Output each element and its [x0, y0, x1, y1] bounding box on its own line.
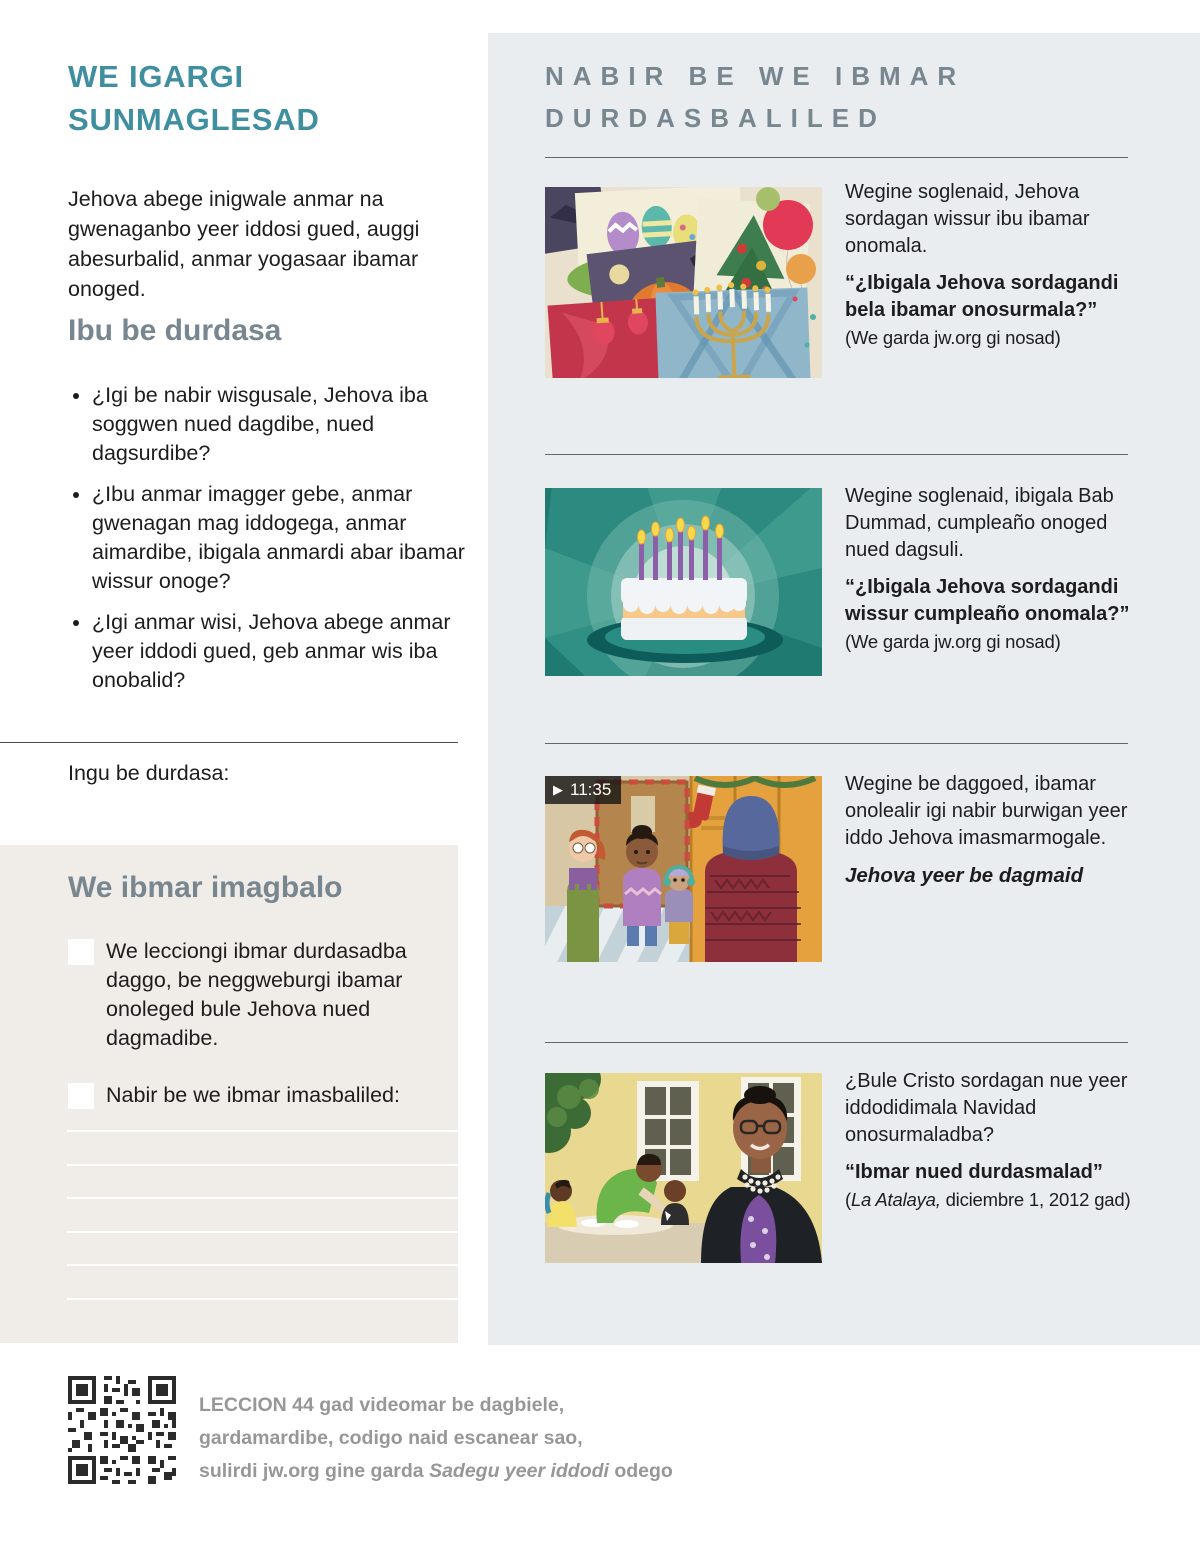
qr-code	[68, 1376, 176, 1484]
quote: “¿Ibigala Jehova sordagandi bela ibamar onosurmala?”	[845, 272, 1119, 321]
intro-paragraph: Jehova abege inigwale anmar na gwenaganbo yeer iddosi gued, auggi abesurbalid, anmar yogasaar ibamar onoged.	[68, 186, 420, 301]
video-thumbnail[interactable]	[545, 776, 822, 962]
write-in-area	[67, 1130, 458, 1331]
write-line[interactable]	[67, 1197, 458, 1199]
review-box-heading: We ibmar imagbalo	[68, 871, 343, 904]
media-row-text	[845, 483, 1133, 655]
row-divider	[545, 743, 1128, 744]
media-row-text	[845, 1068, 1133, 1213]
footer-line: LECCION 44 gad videomar be dagbiele,	[199, 1394, 565, 1416]
video-title: Jehova yeer be dagmaid	[845, 864, 1084, 887]
ingu-label: Ingu be durdasa:	[68, 761, 230, 785]
write-line[interactable]	[67, 1130, 458, 1132]
caption: ¿Bule Cristo sordagan nue yeer iddodidimala Navidad onosurmaladba?	[845, 1070, 1128, 1146]
write-line[interactable]	[67, 1264, 458, 1266]
write-line[interactable]	[67, 1164, 458, 1166]
source-suffix: diciembre 1, 2012 gad)	[940, 1189, 1131, 1210]
write-line[interactable]	[67, 1231, 458, 1233]
media-row-text	[845, 179, 1133, 351]
footer-publication: Sadegu yeer iddodi	[429, 1460, 609, 1482]
source	[845, 1187, 1133, 1213]
caption: Wegine soglenaid, Jehova sordagan wissur ibu ibamar onomala.	[845, 181, 1090, 257]
footer-note	[199, 1389, 759, 1488]
holiday-cards-image	[545, 187, 822, 378]
video-duration-badge	[545, 776, 621, 804]
quote: “¿Ibigala Jehova sordagandi wissur cumpleaño onomala?”	[845, 576, 1130, 625]
question-item: • ¿Ibu anmar imagger gebe, anmar gwenagan mag iddogega, anmar aimardibe, ibigala anmardi abar ibamar wissur onoge?	[92, 480, 494, 596]
review-box	[0, 845, 458, 1343]
question-list	[68, 381, 494, 707]
section-divider	[0, 742, 458, 743]
footer-line: gardamardibe, codigo naid escanear sao,	[199, 1427, 583, 1449]
source: (We garda jw.org gi nosad)	[845, 327, 1061, 348]
play-icon: ▶	[553, 782, 563, 797]
source: (We garda jw.org gi nosad)	[845, 631, 1061, 652]
checklist-item	[68, 1081, 438, 1110]
write-line[interactable]	[67, 1298, 458, 1300]
questions-heading: Ibu be durdasa	[68, 314, 282, 347]
checklist-item	[68, 937, 438, 1053]
page-title: WE IGARGI SUNMAGLESAD	[68, 59, 320, 137]
quote: “Ibmar nued durdasmalad”	[845, 1161, 1103, 1183]
birthday-cake-image	[545, 488, 822, 676]
source-prefix: (	[845, 1189, 851, 1210]
caption: Wegine be daggoed, ibamar onolealir igi nabir burwigan yeer iddo Jehova imasmarmogale.	[845, 773, 1128, 849]
source-publication: La Atalaya,	[850, 1189, 941, 1210]
row-divider	[545, 157, 1128, 158]
checklist-item-text: Nabir be we ibmar imasbaliled:	[106, 1083, 400, 1107]
family-photo-image	[545, 1073, 822, 1263]
media-row-text	[845, 771, 1133, 888]
row-divider	[545, 454, 1128, 455]
checklist-item-text: We lecciongi ibmar durdasadba daggo, be neggweburgi ibamar onoleged bule Jehova nued dagmadibe.	[106, 939, 407, 1050]
video-duration: 11:35	[570, 780, 612, 799]
checkbox[interactable]	[68, 939, 94, 965]
media-panel	[488, 33, 1200, 1345]
question-item: • ¿Igi be nabir wisgusale, Jehova iba soggwen nued dagdibe, nued dagsurdibe?	[92, 381, 494, 468]
footer-text: sulirdi jw.org gine garda	[199, 1460, 430, 1482]
panel-heading: NABIR BE WE IBMAR DURDASBALILED	[545, 61, 966, 133]
footer-line	[199, 1455, 759, 1488]
checkbox[interactable]	[68, 1083, 94, 1109]
question-item: • ¿Igi anmar wisi, Jehova abege anmar yeer iddodi gued, geb anmar wis iba onobalid?	[92, 608, 494, 695]
footer-text: odego	[608, 1460, 673, 1482]
row-divider	[545, 1042, 1128, 1043]
caption: Wegine soglenaid, ibigala Bab Dummad, cumpleaño onoged nued dagsuli.	[845, 485, 1114, 561]
